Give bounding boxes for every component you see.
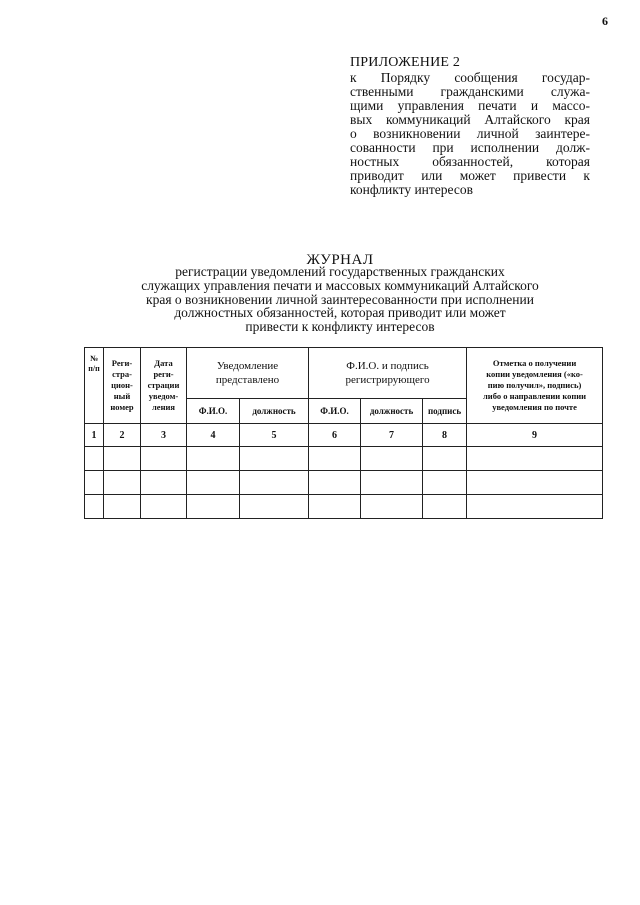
column-number-row	[85, 424, 603, 447]
journal-subtitle-line: служащих управления печати и массовых коммуникаций Алтайского	[141, 277, 539, 293]
column-number: 1	[85, 424, 104, 447]
table-cell	[85, 447, 104, 471]
appendix-line: щими управления печати и массо-	[350, 98, 590, 113]
header-mark-line: Отметка о получении	[492, 358, 577, 368]
journal-subtitle-line: должностных обязанностей, которая приводит или может	[174, 305, 506, 321]
appendix-line: приводит или может привести к	[350, 168, 590, 183]
table-cell	[423, 447, 467, 471]
column-number: 7	[361, 424, 423, 447]
header-reg-date	[141, 348, 187, 424]
header-mark	[467, 348, 603, 424]
column-number: 9	[467, 424, 603, 447]
column-number: 2	[104, 424, 141, 447]
column-number: 3	[141, 424, 187, 447]
table-cell	[187, 471, 240, 495]
table-cell	[361, 471, 423, 495]
header-number-line: п/п	[88, 364, 100, 373]
register-table	[84, 347, 603, 519]
subheader-reg-position: должность	[361, 399, 423, 424]
appendix-line: о возникновении личной заинтере-	[350, 126, 590, 141]
table-cell	[467, 495, 603, 519]
page-number: 6	[602, 14, 608, 28]
header-registrar-line: регистрирующего	[345, 374, 430, 386]
header-reg-date-line: уведом-	[148, 391, 179, 401]
table-cell	[240, 447, 309, 471]
header-number	[85, 348, 104, 424]
table-cell	[104, 471, 141, 495]
journal-subtitle-line: регистрации уведомлений государственных гражданских	[175, 264, 505, 279]
appendix-line: сованности при исполнении долж-	[350, 140, 590, 155]
appendix-block	[350, 56, 590, 197]
appendix-line: ственными гражданскими служа-	[350, 84, 590, 99]
table-cell	[423, 471, 467, 495]
column-number: 6	[309, 424, 361, 447]
table-cell	[141, 495, 187, 519]
appendix-line: конфликту интересов	[350, 182, 473, 197]
table-cell	[309, 447, 361, 471]
table-cell	[85, 495, 104, 519]
journal-subtitle	[60, 265, 620, 334]
header-reg-number-line: ный	[113, 391, 131, 401]
table-cell	[467, 471, 603, 495]
table-cell	[361, 447, 423, 471]
header-reg-date-line: Дата	[154, 358, 173, 368]
table-cell	[240, 471, 309, 495]
column-number: 8	[423, 424, 467, 447]
header-mark-line: уведомления по почте	[492, 402, 577, 412]
appendix-line: к Порядку сообщения государ-	[350, 70, 590, 85]
table-cell	[361, 495, 423, 519]
header-registrar	[309, 348, 467, 399]
table-cell	[309, 495, 361, 519]
header-row	[85, 348, 603, 399]
table-cell	[240, 495, 309, 519]
header-notification-line: Уведомление	[216, 360, 279, 372]
table-cell	[187, 495, 240, 519]
header-reg-date-line: реги-	[153, 369, 174, 379]
table-row	[85, 471, 603, 495]
table-cell	[141, 447, 187, 471]
subheader-reg-fio: Ф.И.О.	[309, 399, 361, 424]
column-number: 4	[187, 424, 240, 447]
table-cell	[467, 447, 603, 471]
header-notification-line: представлено	[215, 374, 280, 386]
table-row	[85, 447, 603, 471]
appendix-title: ПРИЛОЖЕНИЕ 2	[350, 55, 461, 70]
header-reg-number-line: цион-	[111, 380, 133, 390]
header-mark-line: либо о направлении копии	[483, 391, 587, 401]
table-cell	[104, 447, 141, 471]
subheader-reg-signature: подпись	[423, 399, 467, 424]
subheader-notif-fio: Ф.И.О.	[187, 399, 240, 424]
header-mark-line: пию получил», подпись)	[487, 380, 582, 390]
journal-subtitle-line: края о возникновении личной заинтересованности при исполнении	[146, 291, 534, 307]
appendix-line: вых коммуникаций Алтайского края	[350, 112, 590, 127]
header-notification	[187, 348, 309, 399]
header-registrar-line: Ф.И.О. и подпись	[346, 360, 429, 372]
header-reg-number-line: стра-	[112, 369, 132, 379]
table-row	[85, 495, 603, 519]
subheader-notif-position: должность	[240, 399, 309, 424]
table-cell	[104, 495, 141, 519]
journal-subtitle-line: привести к конфликту интересов	[245, 319, 435, 335]
table-cell	[309, 471, 361, 495]
header-reg-number-line: Реги-	[111, 358, 133, 368]
appendix-line: ностных обязанностей, которая	[350, 154, 590, 169]
header-reg-number	[104, 348, 141, 424]
header-reg-date-line: страции	[147, 380, 180, 390]
journal-title: ЖУРНАЛ	[306, 252, 374, 268]
table-cell	[141, 471, 187, 495]
header-number-line: №	[89, 354, 99, 363]
table-cell	[423, 495, 467, 519]
header-reg-number-line: номер	[110, 402, 134, 412]
table-cell	[187, 447, 240, 471]
column-number: 5	[240, 424, 309, 447]
table-cell	[85, 471, 104, 495]
header-mark-line: копии уведомления («ко-	[486, 369, 583, 379]
header-reg-date-line: ления	[152, 402, 175, 412]
